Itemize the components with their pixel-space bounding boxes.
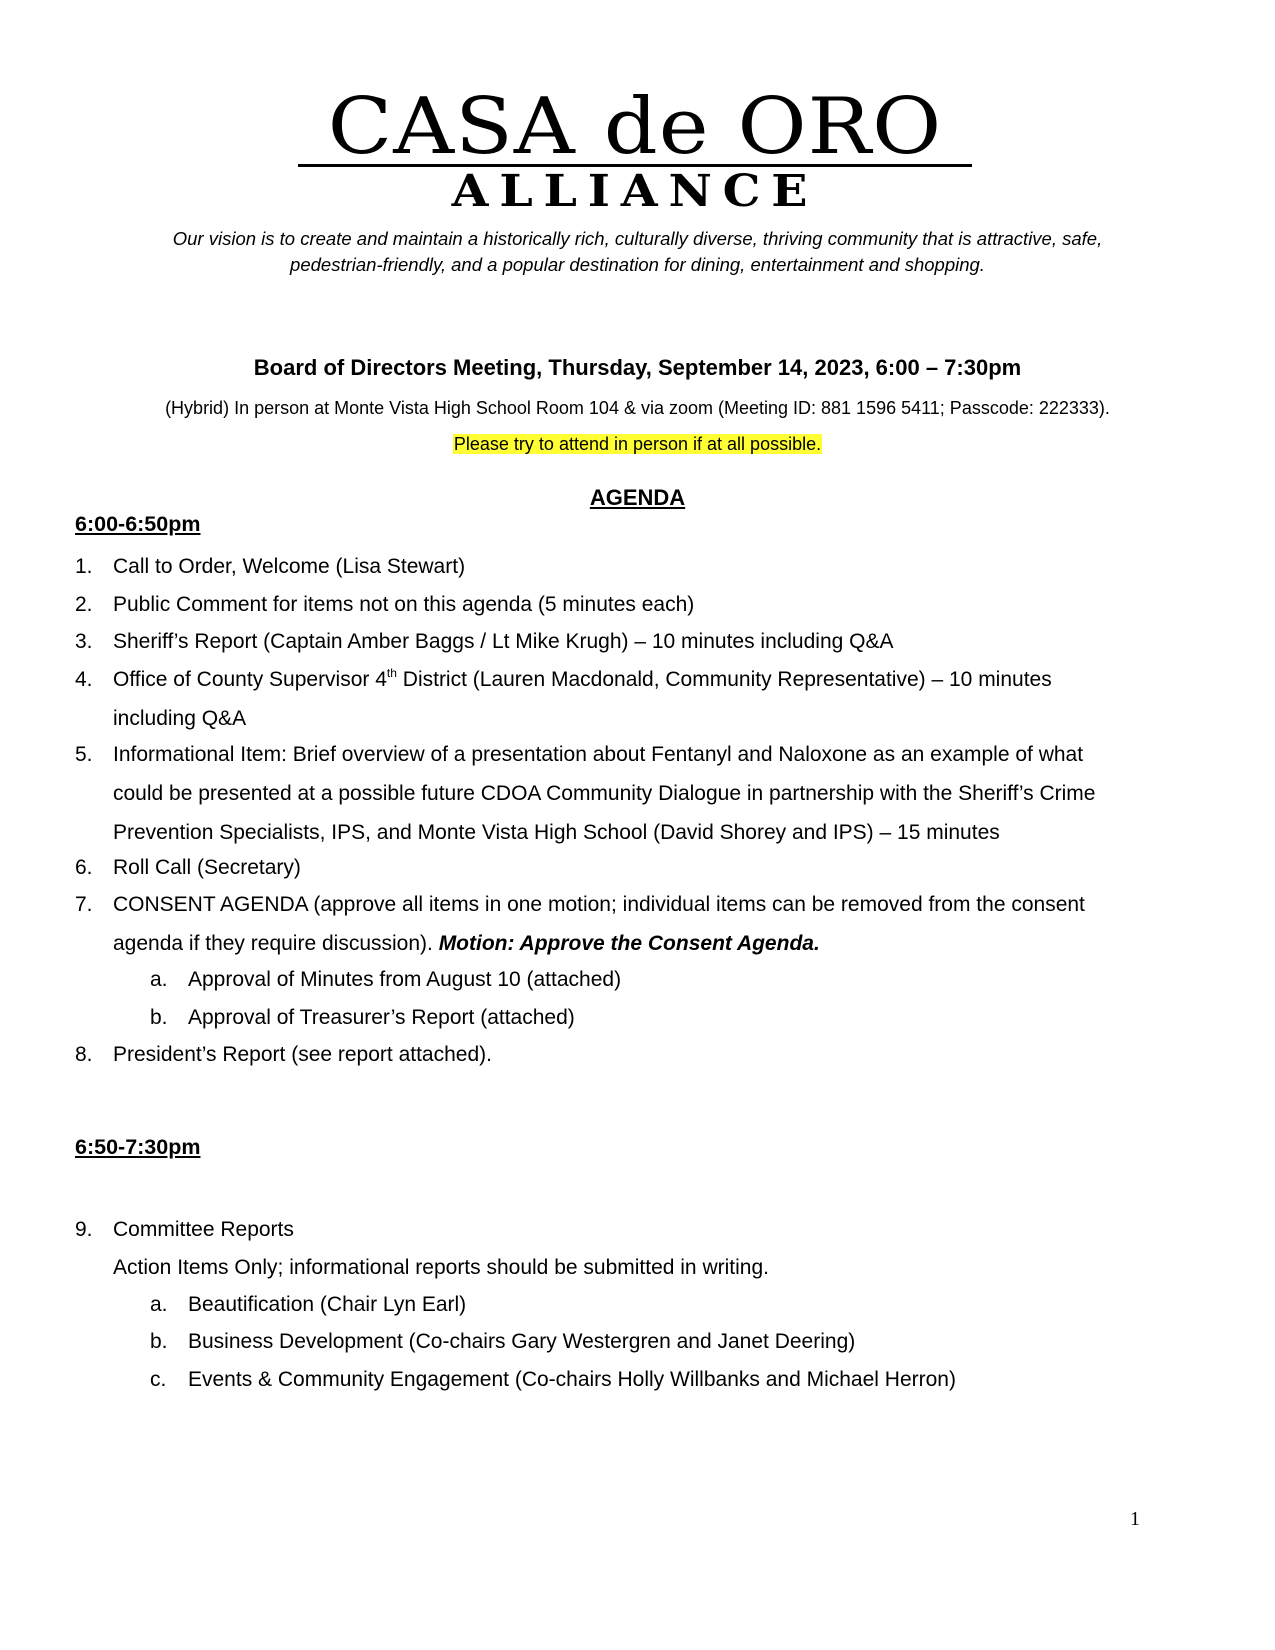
agenda-subitem-7b bbox=[150, 998, 1200, 1037]
agenda-item-4 bbox=[75, 660, 1205, 738]
subitem-text: Beautification (Chair Lyn Earl) bbox=[188, 1293, 467, 1316]
subitem-letter: b. bbox=[150, 1330, 168, 1353]
attend-note-highlight: Please try to attend in person if at all possible. bbox=[453, 434, 822, 454]
meeting-title: Board of Directors Meeting, Thursday, September 14, 2023, 6:00 – 7:30pm bbox=[253, 355, 1022, 380]
subitem-letter: a. bbox=[150, 968, 168, 991]
section-time-1: 6:00-6:50pm bbox=[75, 512, 201, 536]
item-text: Committee Reports bbox=[113, 1218, 294, 1241]
vision-line-2: pedestrian-friendly, and a popular destination for dining, entertainment and shopping. bbox=[290, 254, 985, 275]
agenda-heading: AGENDA bbox=[589, 485, 686, 510]
agenda-item-3 bbox=[75, 622, 1205, 661]
item-number: 9. bbox=[75, 1218, 93, 1241]
subitem-text: Business Development (Co-chairs Gary Westergren and Janet Deering) bbox=[188, 1330, 856, 1353]
item-number: 7. bbox=[75, 893, 93, 916]
section-time-2: 6:50-7:30pm bbox=[75, 1135, 201, 1159]
agenda-item-6 bbox=[75, 848, 1205, 887]
item-number: 5. bbox=[75, 743, 93, 766]
item-text-part: District (Lauren Macdonald, Community Representative) – 10 minutes bbox=[396, 668, 1052, 691]
committee-note: Action Items Only; informational reports should be submitted in writing. bbox=[113, 1256, 769, 1279]
attend-note bbox=[80, 432, 1195, 456]
agenda-item-2 bbox=[75, 585, 1205, 624]
logo-sub-text: ALLIANCE bbox=[451, 166, 819, 217]
agenda-item-1 bbox=[75, 547, 1205, 586]
item-text: Roll Call (Secretary) bbox=[113, 856, 301, 879]
agenda-item-9 bbox=[75, 1210, 1205, 1249]
item-number: 1. bbox=[75, 555, 93, 578]
subitem-letter: b. bbox=[150, 1006, 168, 1029]
subitem-text: Approval of Minutes from August 10 (attached) bbox=[188, 968, 622, 991]
item-text bbox=[113, 660, 1205, 738]
subitem-letter: c. bbox=[150, 1368, 167, 1391]
item-text bbox=[113, 735, 1205, 852]
subitem-letter: a. bbox=[150, 1293, 168, 1316]
item-text-part: including Q&A bbox=[113, 707, 247, 730]
item-number: 4. bbox=[75, 668, 93, 691]
item-number: 3. bbox=[75, 630, 93, 653]
item-text bbox=[113, 885, 1205, 963]
agenda-subitem-9a bbox=[150, 1285, 1200, 1324]
item-text: Public Comment for items not on this agenda (5 minutes each) bbox=[113, 593, 695, 616]
agenda-item-5 bbox=[75, 735, 1205, 852]
agenda-subitem-9b bbox=[150, 1322, 1200, 1361]
item-line: could be presented at a possible future CDOA Community Dialogue in partnership with the Sheriff’s Crime bbox=[113, 782, 1096, 805]
subitem-text: Events & Community Engagement (Co-chairs Holly Willbanks and Michael Herron) bbox=[188, 1368, 956, 1391]
agenda-subitem-9c bbox=[150, 1360, 1200, 1399]
item-line: Informational Item: Brief overview of a presentation about Fentanyl and Naloxone as an example of what bbox=[113, 743, 1084, 766]
agenda-item-8 bbox=[75, 1035, 1205, 1074]
item-line: agenda if they require discussion). bbox=[113, 932, 439, 955]
agenda-item-7 bbox=[75, 885, 1205, 963]
page-number: 1 bbox=[1130, 1508, 1140, 1530]
item-line: CONSENT AGENDA (approve all items in one motion; individual items can be removed from the consent bbox=[113, 893, 1085, 916]
ordinal-suffix: th bbox=[386, 666, 397, 680]
item-number: 8. bbox=[75, 1043, 93, 1066]
agenda-subitem-7a bbox=[150, 960, 1200, 999]
vision-statement bbox=[80, 226, 1195, 278]
meeting-location: (Hybrid) In person at Monte Vista High School Room 104 & via zoom (Meeting ID: 881 1596 5411; Passcode: 222333). bbox=[165, 398, 1110, 418]
item-line: Prevention Specialists, IPS, and Monte Vista High School (David Shorey and IPS) – 15 minutes bbox=[113, 821, 1000, 844]
motion-text: Motion: Approve the Consent Agenda. bbox=[438, 932, 820, 955]
item-text-part: Office of County Supervisor 4 bbox=[113, 668, 387, 691]
vision-line-1: Our vision is to create and maintain a historically rich, culturally diverse, thriving community that is attractive, safe, bbox=[172, 228, 1103, 249]
logo-main-text: CASA de ORO bbox=[327, 82, 943, 172]
casa-de-oro-logo bbox=[290, 82, 980, 217]
item-text: President’s Report (see report attached). bbox=[113, 1043, 492, 1066]
item-number: 6. bbox=[75, 856, 93, 879]
item-text: Call to Order, Welcome (Lisa Stewart) bbox=[113, 555, 466, 578]
item-text: Sheriff’s Report (Captain Amber Baggs / Lt Mike Krugh) – 10 minutes including Q&A bbox=[113, 630, 894, 653]
item-number: 2. bbox=[75, 593, 93, 616]
subitem-text: Approval of Treasurer’s Report (attached) bbox=[188, 1006, 575, 1029]
